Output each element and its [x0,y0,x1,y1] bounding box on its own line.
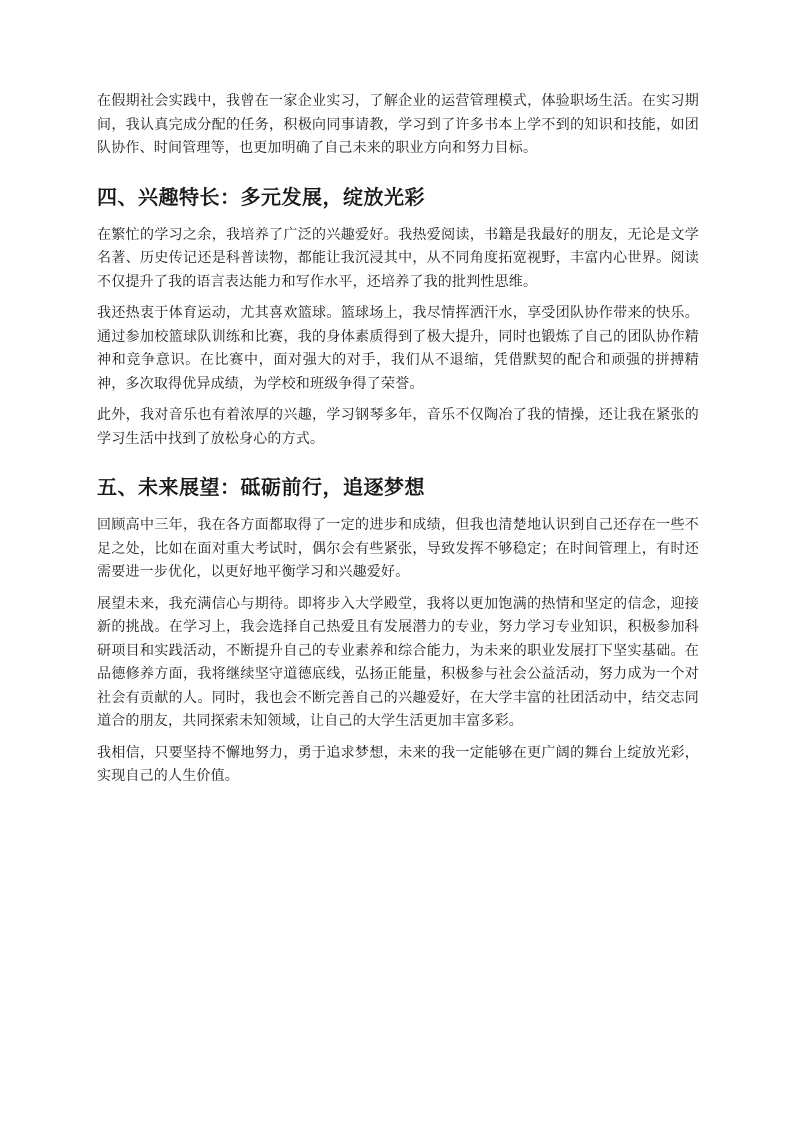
paragraph: 回顾高中三年，我在各方面都取得了一定的进步和成绩，但我也清楚地认识到自己还存在一些不足之处，比如在面对重大考试时，偶尔会有些紧张，导致发挥不够稳定；在时间管理上，有时还需要进一步优化，以更好地平衡学习和兴趣爱好。 [97,517,699,580]
paragraph: 在繁忙的学习之余，我培养了广泛的兴趣爱好。我热爱阅读，书籍是我最好的朋友，无论是文学名著、历史传记还是科普读物，都能让我沉浸其中，从不同角度拓宽视野，丰富内心世界。阅读不仅提升了我的语言表达能力和写作水平，还培养了我的批判性思维。 [97,226,699,290]
section-interests [97,182,699,452]
paragraph: 此外，我对音乐也有着浓厚的兴趣，学习钢琴多年，音乐不仅陶冶了我的情操，还让我在紧张的学习生活中找到了放松身心的方式。 [97,407,699,447]
section-heading: 四、兴趣特长：多元发展，绽放光彩 [97,184,425,209]
section-heading: 五、未来展望：砥砺前行，追逐梦想 [97,475,425,499]
section-future [97,472,699,789]
paragraph: 展望未来，我充满信心与期待。即将步入大学殿堂，我将以更加饱满的热情和坚定的信念，迎接新的挑战。在学习上，我会选择自己热爱且有发展潜力的专业，努力学习专业知识，积极参加科研项目和实践活动，不断提升自己的专业素养和综合能力，为未来的职业发展打下坚实基础。在品德修养方面，我将继续坚守道德底线，弘扬正能量，积极参与社会公益活动，努力成为一个对社会有贡献的人。同时，我也会不断完善自己的兴趣爱好，在大学丰富的社团活动中，结交志同道合的朋友，共同探索未知领域，让自己的大学生活更加丰富多彩。 [97,595,699,729]
paragraph: 我还热衷于体育运动，尤其喜欢篮球。篮球场上，我尽情挥洒汗水，享受团队协作带来的快乐。通过参加校篮球队训练和比赛，我的身体素质得到了极大提升，同时也锻炼了自己的团队协作精神和竞争意识。在比赛中，面对强大的对手，我们从不退缩，凭借默契的配合和顽强的拼搏精神，多次取得优异成绩，为学校和班级争得了荣誉。 [97,305,699,392]
document-page [97,90,699,797]
paragraph: 我相信，只要坚持不懈地努力，勇于追求梦想，未来的我一定能够在更广阔的舞台上绽放光彩，实现自己的人生价值。 [97,744,699,784]
intro-paragraph: 在假期社会实践中，我曾在一家企业实习，了解企业的运营管理模式，体验职场生活。在实习期间，我认真完成分配的任务，积极向同事请教，学习到了许多书本上学不到的知识和技能，如团队协作、时间管理等，也更加明确了自己未来的职业方向和努力目标。 [97,93,699,156]
